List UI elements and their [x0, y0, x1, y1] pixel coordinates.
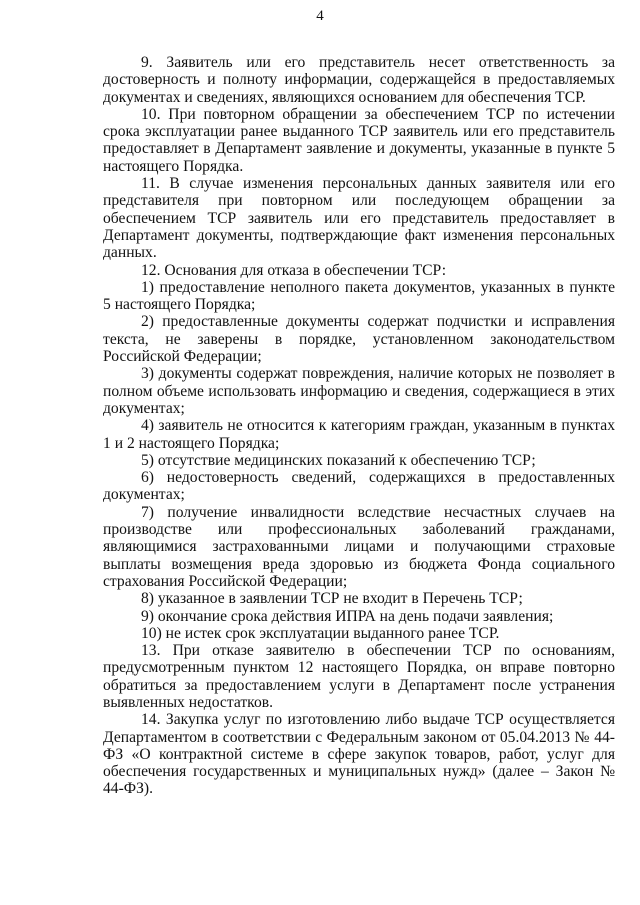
list-item-12-6: 6) недостоверность сведений, содержащихся в предоставленных документах;	[103, 469, 615, 504]
paragraph-13: 13. При отказе заявителю в обеспечении ТСР по основаниям, предусмотренным пунктом 12 настоящего Порядка, он вправе повторно обратиться за предоставлением услуги в Департамент после устранения выявленных недостатков.	[103, 642, 615, 711]
document-body	[103, 54, 615, 798]
paragraph-14: 14. Закупка услуг по изготовлению либо выдаче ТСР осуществляется Департаментом в соответствии с Федеральным законом от 05.04.2013 № 44-ФЗ «О контрактной системе в сфере закупок товаров, работ, услуг для обеспечения государственных и муниципальных нужд» (далее – Закон № 44-ФЗ).	[103, 711, 615, 798]
paragraph-9: 9. Заявитель или его представитель несет ответственность за достоверность и полноту информации, содержащейся в предоставляемых документах и сведениях, являющихся основанием для обеспечения ТСР.	[103, 54, 615, 106]
list-item-12-8: 8) указанное в заявлении ТСР не входит в Перечень ТСР;	[141, 590, 523, 608]
list-item-12-5: 5) отсутствие медицинских показаний к обеспечению ТСР;	[141, 451, 536, 469]
list-item-12-3: 3) документы содержат повреждения, наличие которых не позволяет в полном объеме использовать информацию и сведения, содержащиеся в этих документах;	[103, 365, 615, 417]
list-item-12-4: 4) заявитель не относится к категориям граждан, указанным в пунктах 1 и 2 настоящего Порядка;	[103, 417, 615, 452]
list-item-12-10: 10) не истек срок эксплуатации выданного ранее ТСР.	[141, 624, 500, 642]
page-number: 4	[316, 8, 324, 24]
list-item-12-9: 9) окончание срока действия ИПРА на день подачи заявления;	[141, 607, 554, 625]
list-item-12-1: 1) предоставление неполного пакета документов, указанных в пункте 5 настоящего Порядка;	[103, 278, 615, 314]
paragraph-12-heading: 12. Основания для отказа в обеспечении ТСР:	[141, 261, 447, 279]
list-item-12-7: 7) получение инвалидности вследствие несчастных случаев на производстве или профессиональных заболеваний гражданами, являющимися застрахованными лицами и получающими страховые выплаты возмещения вреда здоровью из бюджета Фонда социального страхования Российской Федерации;	[103, 503, 615, 590]
paragraph-10: 10. При повторном обращении за обеспечением ТСР по истечении срока эксплуатации ранее выданного ТСР заявитель или его представитель предоставляет в Департамент заявление и документы, указанные в пункте 5 настоящего Порядка.	[103, 105, 615, 175]
list-item-12-2: 2) предоставленные документы содержат подчистки и исправления текста, не заверены в порядке, установленном законодательством Российской Федерации;	[103, 313, 615, 366]
paragraph-11: 11. В случае изменения персональных данных заявителя или его представителя при повторном или последующем обращении за обеспечением ТСР заявитель или его представитель предоставляет в Департамент документы, подтверждающие факт изменения персональных данных.	[103, 175, 615, 262]
